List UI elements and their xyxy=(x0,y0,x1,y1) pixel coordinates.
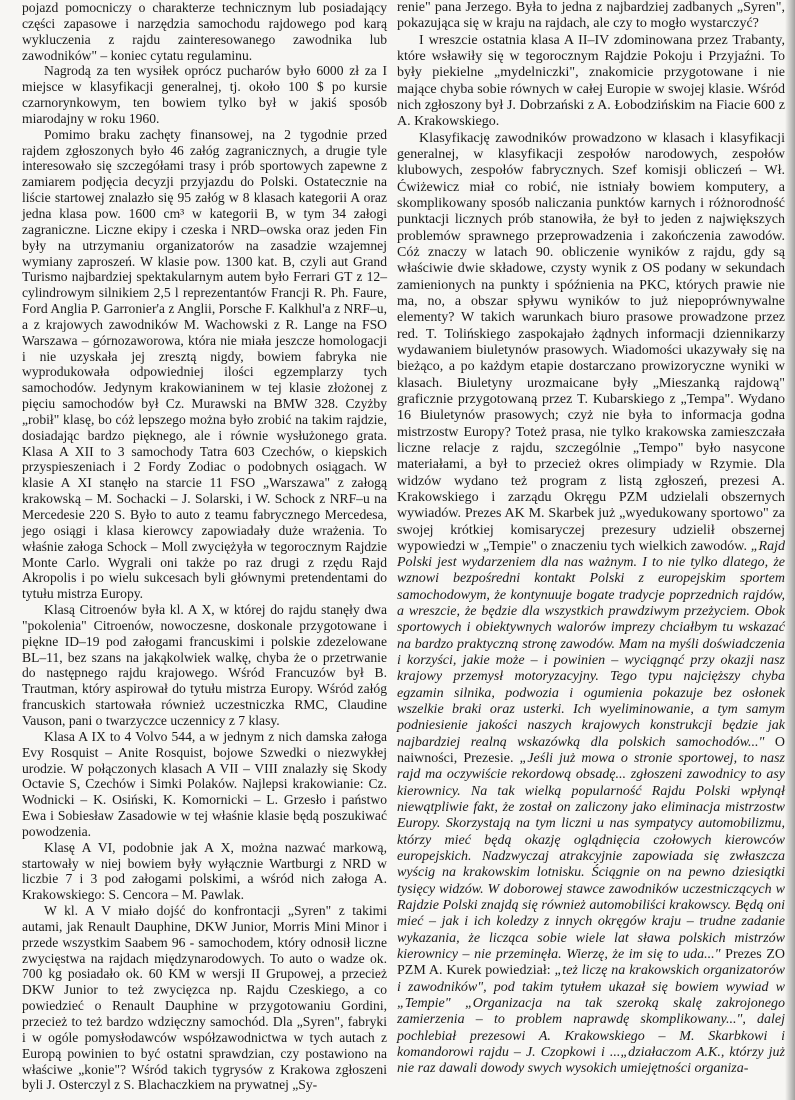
paragraph: W kl. A V miało dojść do konfrontacji „Syren" z takimi autami, jak Renault Dauphine, DKW Junior, Morris Mini Minor i przede wszystkim Saabem 96 - samochodem, który odnosił liczne zwycięstwa na rajdach międzynarodowych. To auto o wadze ok. 700 kg posiadało ok. 60 KM w wersji II Grupowej, a przecież DKW Junior to też zwycięzca np. Rajdu Czeskiego, a co powiedzieć o Renault Dauphine w przygotowaniu Gordini, przecież to też bardzo wdzięczny samochód. Dla „Syren", fabryki i w ogóle pomysłodawców współzawodnictwa w tych autach z Europą powinien to być ostatni sprawdzian, czy postawiono na właściwe „konie"? Wśród takich tygrysów z Krakowa zgłoszeni byli J. Osterczyl z S. Blachaczkiem na prywatnej „Sy- xyxy=(22,903,387,1093)
attribution: Prezes ZO PZM A. Kurek powiedział: xyxy=(397,947,786,979)
interview-quote: „Rajd Polski jest wydarzeniem dla nas ważnym. I to nie tylko dlatego, że wznowi bezpośredni kontakt Polski z europejskim sportem samochodowym, że kontynuuje bogate tradycje poprzednich rajdów, a wreszcie, że będzie dla wszystkich prawdziwym przeżyciem. Obok sportowych i obiektywnych walorów imprezy chciałbym tu wskazać na bardzo praktyczną stronę zawodów. Mam na myśli doświadczenia i korzyści, jakie może – i powinien – wyciągnąć przy okazji nasz krajowy przemysł motoryzacyjny. Tego typu najcięższy chyba egzamin silnika, podwozia i ogumienia pokazuje bez osłonek wszelkie braki oraz usterki. Ich wyeliminowanie, a tym samym podniesienie jakości naszych krajowych konstrukcji będzie jak najbardziej realną wskazówką dla polskich samochodów..." xyxy=(397,538,785,750)
paragraph: I wreszcie ostatnia klasa A II–IV zdominowana przez Trabanty, które wsławiły się w tegorocznym Rajdzie Pokoju i Przyjaźni. To były piekielne „mydelniczki", znakomicie przygotowane i nie mające chyba sobie równych w całej Europie w swojej klasie. Wśród nich zgłoszony był J. Dobrzański z A. Łobodzińskim na Fiacie 600 z A. Krakowskiego. xyxy=(397,32,785,130)
paragraph-text: Klasyfikację zawodników prowadzono w klasach i klasyfikacji generalnej, w klasyfikacji zespołów narodowych, zespołów klubowych, zespołów fabrycznych. Szef komisji obliczeń – Wł. Ćwiżewicz miał co robić, nie istniały bowiem komputery, a skomplikowany sposób naliczania punktów karnych i różnorodność punktacji licznych prób stanowiła, że był to jeden z największych problemów sprawnego przeprowadzenia i zakończenia zawodów. Cóż znaczy w latach 90. obliczenie wyników z rajdu, gdy są właściwie dwie składowe, czysty wynik z OS podany w sekundach zamienionych na punkty i spóźnienia na PKC, których prawie nie ma, no, a obszar spływu wyników to już niepoprównywalne elementy? W takich warunkach biuro prasowe prowadzone przez red. T. Tolińskiego zaspokajało żądnych informacji dziennikarzy wydawaniem biuletynów prasowych. Wiadomości ukazywały się na bieżąco, a po każdym etapie dostarczano prowizoryczne wyniki w klasach. Biuletyny urozmaicane były „Mieszanką rajdową" graficznie przygotowaną przez T. Kubarskiego z „Tempa". Wydano 16 Biuletynów prasowych; czyż nie była to informacja godna mistrzostw Europy? Toteż prasa, nie tylko krakowska zamieszczała liczne relacje z rajdu, szczególnie „Tempo" było nasycone materiałami, a był to przecież okres olimpiady w Rzymie. Dla widzów wydano też program z listą zgłoszeń, prezesi A. Krakowskiego i zarządu Okręgu PZM udzielali obszernych wywiadów. Prezes AK M. Skarbek już „wyedukowany sportowo" za swojej krótkiej komisaryczej prezesury udzielił obszernej wypowiedzi w „Tempie" o znaczeniu tych wielkich zawodów. xyxy=(397,130,785,554)
paragraph: Klasa A IX to 4 Volvo 544, a w jednym z nich damska załoga Evy Rosquist – Anite Rosquist, bojowe Szwedki o niezwykłej urodzie. W połączonych klasach A VII – VIII znalazły się Skody Octavie S, Czechów i Simki Polaków. Najlepsi krakowianie: Cz. Wodnicki – K. Osiński, K. Komornicki – L. Grzesło i państwo Ewa i Sobiesław Zasadowie w tej właśnie klasie będą poszukiwać powodzenia. xyxy=(22,728,387,839)
paragraph: pojazd pomocniczy o charakterze technicznym lub posiadający części zapasowe i narzędzia samochodu rajdowego pod karą wykluczenia z rajdu zainteresowanego zawodnika lub zawodników" – koniec cytatu regulaminu. xyxy=(22,0,387,63)
page-edge-shadow xyxy=(785,0,795,1100)
paragraph xyxy=(397,131,785,1078)
interview-quote: „też liczę na krakowskich organizatorów i zawodników", pod takim tytułem ukazał się bowiem wywiad w „Tempie" „Organizacja na tak szeroką skalę zakrojonego zamierzenia – to problem naprawdę skomplikowany...", dalej pochlebiał prezesowi A. Krakowskiego – M. Skarbkowi i komandorowi rajdu – J. Czopkowi i ...„działaczom A.K., którzy już nie raz dawali dowody swych wysokich umiejętności organiza- xyxy=(397,963,786,1077)
paragraph: Klasą Citroenów była kl. A X, w której do rajdu stanęły dwa "pokolenia" Citroenów, nowoczesne, doskonale przygotowane i piękne ID–19 pod załogami francuskimi i polskie zdezelowane BL–11, bez szans na jakąkolwiek walkę, chyba że o przetrwanie do następnego rajdu krajowego. Wśród Francuzów był B. Trautman, który aspirował do tytułu mistrza Europy. Wśród załóg francuskich startowała również uczestniczka RMC, Claudine Vauson, pani o twarzyczce uczennicy z 7 klasy. xyxy=(22,602,387,728)
paragraph: renie" pana Jerzego. Była to jedna z najbardziej zadbanych „Syren", pokazująca się w kraju na rajdach, ale czy to mogło wystarczyć? xyxy=(397,0,785,32)
paragraph: Klasę A VI, podobnie jak A X, można nazwać markową, startowały w niej bowiem były wyłącznie Wartburgi z NRD w liczbie 7 i 3 pod załogami polskimi, a wśród nich załoga A. Krakowskiego: S. Cencora – M. Pawlak. xyxy=(22,839,387,903)
left-column xyxy=(22,0,387,1093)
paragraph: Nagrodą za ten wysiłek oprócz pucharów było 6000 zł za I miejsce w klasyfikacji generalnej, tj. około 100 $ po kursie czarnorynkowym, ten bowiem tylko był w jakiś sposób miarodajny w roku 1960. xyxy=(22,63,387,126)
interview-quote: „Jeśli już mowa o stronie sportowej, to nasz rajd ma oczywiście rekordową obsadę... zgłoszeni zawodnicy to asy kierownicy. Na tak wielką popularność Rajdu Polski wpłynął niewątpliwie fakt, że został on zaliczony jako eliminacja mistrzostw Europy. Skorzystają na tym liczni u nas sympatycy automobilizmu, którzy mieć będą okazję oglądnięcia czołowych kierowców europejskich. Nadzwyczaj atrakcyjnie zapowiada się zwłaszcza wyścig na krakowskim lotnisku. Ściągnie on na pewno dziesiątki tysięcy widzów. W doborowej stawce zawodników uczestniczących w Rajdzie Polski znajdą się również automobiliści krakowscy. Będą oni mieć – jak i ich koledzy z innych okręgów kraju – trudne zadanie wykazania, że licząca sobie wiele lat sława polskich mistrzów kierownicy – nie przeminęła. Wierzę, że im się to uda..." xyxy=(397,751,785,963)
right-column xyxy=(397,0,785,1078)
interjection: O naiwności, Prezesie. xyxy=(397,734,785,767)
paragraph: Pomimo braku zachęty finansowej, na 2 tygodnie przed rajdem zgłoszonych było 46 załóg zagranicznych, a drugie tyle interesowało się szczegółami trasy i prób sportowych zapewne z zamiarem podjęcia decyzji przyjazdu do Polski. Ostatecznie na liście startowej znalazło się 95 załóg w 8 klasach kategorii A oraz jedna klasa pow. 1600 cm³ w kategorii B, w tym 34 załogi zagraniczne. Liczne ekipy i czeska i NRD–owska oraz jeden Fin były na utrzymaniu organizatorów na zasadzie wzajemnej wymiany zaproszeń. W klasie pow. 1300 kat. B, czyli aut Grand Turismo najbardziej spektakularnym autem było Ferrari GT z 12–cylindrowym silnikiem 2,5 l reprezentantów Francji R. Ph. Faure, Ford Anglia P. Garronier'a z Anglii, Porsche F. Kalkhul'a z NRF–u, a z krajowych zawodników M. Wachowski z R. Lange na FSO Warszawa – górnozaworowa, która nie miała jeszcze homologacji i nie uzyskała jej zresztą nigdy, bowiem fabryka nie wyprodukowała odpowiedniej ilości egzemplarzy tych samochodów. Jedynym krakowianinem w tej klasie złożonej z pięciu samochodów był Cz. Murawski na BMW 328. Czyżby „robił" klasę, bo cóż lepszego można było zrobić na takim rajdzie, dosiadając bardzo pięknego, ale i równie wysłużonego grata. Klasa A XII to 3 samochody Tatra 603 Czechów, o kiepskich przyspieszeniach i 2 Fordy Zodiac o podobnych osiągach. W klasie A XI stanęło na starcie 11 FSO „Warszawa" z załogą krakowską – M. Sochacki – J. Solarski, i W. Schock z NRF–u na Mercedesie 220 S. Było to auto z teamu fabrycznego Mercedesa, jego osiągi i klasa kierowcy zapowiadały duże wrażenia. To właśnie załoga Schock – Moll zwyciężyła w tegorocznym Rajdzie Monte Carlo. Wygrali oni także po raz drugi z rzędu Rajd Akropolis i po wielu sukcesach byli głównymi pretendentami do tytułu mistrza Europy. xyxy=(22,126,387,602)
